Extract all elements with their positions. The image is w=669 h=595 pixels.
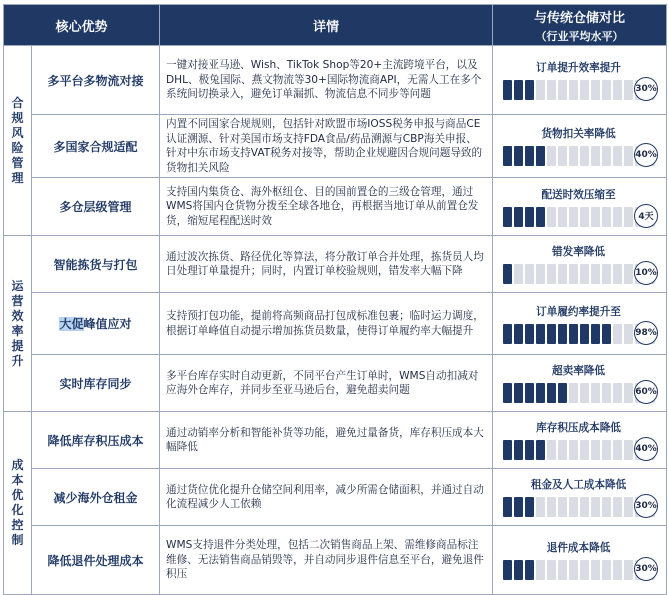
progress-segment	[558, 440, 567, 460]
progress-segment	[613, 207, 622, 227]
progress-segment	[514, 80, 523, 100]
comparison-cell	[493, 412, 667, 469]
progress-segment	[547, 383, 556, 403]
table-row	[4, 115, 667, 178]
progress-segment	[580, 80, 589, 100]
progress-segment	[591, 440, 600, 460]
comparison-cell	[493, 46, 667, 115]
value-badge: 30%	[634, 557, 658, 581]
table-row	[4, 469, 667, 526]
progress-segment	[547, 207, 556, 227]
advantage-detail: WMS支持退件分类处理，包括二次销售商品上架、需维修商品标注维修、无法销售商品销毁等，并自动同步退件信息至平台，避免退件积压	[160, 526, 493, 595]
progress-segment	[514, 440, 523, 460]
value-badge: 10%	[634, 261, 658, 285]
progress-bar	[503, 383, 655, 403]
progress-segment	[624, 207, 633, 227]
progress-segment	[525, 146, 534, 166]
value-badge: 60%	[634, 380, 658, 404]
comparison-cell	[493, 178, 667, 236]
progress-segment	[569, 264, 578, 284]
progress-segment	[547, 440, 556, 460]
progress-segment	[558, 560, 567, 580]
progress-segment	[613, 497, 622, 517]
advantage-detail: 多平台库存实时自动更新，不同平台产生订单时，WMS自动扣减对应海外仓库存，并同步至亚马逊后台，避免超卖问题	[160, 355, 493, 412]
progress-segment	[624, 324, 633, 344]
progress-segment	[602, 324, 611, 344]
progress-segment	[591, 80, 600, 100]
progress-segment	[536, 207, 545, 227]
table-row	[4, 293, 667, 355]
advantage-detail: 内置不同国家合规规则，包括针对欧盟市场IOSS税务申报与商品CE认证溯源、针对美国市场支持FDA食品/药品溯源与CBP海关申报、针对中东市场支持VAT税务对接等，帮助企业规避因合规问题导致的货物扣关风险	[160, 115, 493, 178]
progress-segment	[591, 560, 600, 580]
progress-bar	[503, 207, 655, 227]
progress-segment	[514, 497, 523, 517]
progress-segment	[558, 383, 567, 403]
value-badge: 4天	[634, 204, 658, 228]
progress-segment	[525, 497, 534, 517]
progress-segment	[503, 264, 512, 284]
progress-segment	[569, 80, 578, 100]
value-badge: 30%	[634, 494, 658, 518]
metric-label: 订单履约率提升至	[536, 305, 621, 318]
progress-segment	[503, 324, 512, 344]
value-badge: 40%	[634, 437, 658, 461]
table-header-row	[4, 5, 667, 46]
progress-segment	[569, 146, 578, 166]
progress-segment	[569, 324, 578, 344]
progress-segment	[547, 497, 556, 517]
progress-segment	[602, 264, 611, 284]
progress-segment	[624, 497, 633, 517]
progress-segment	[547, 80, 556, 100]
progress-segment	[547, 264, 556, 284]
progress-segment	[503, 207, 512, 227]
progress-segment	[525, 440, 534, 460]
table-row	[4, 236, 667, 293]
progress-segment	[613, 324, 622, 344]
progress-segment	[569, 383, 578, 403]
header-detail: 详情	[160, 5, 493, 46]
progress-segment	[525, 264, 534, 284]
progress-segment	[591, 497, 600, 517]
progress-segment	[525, 207, 534, 227]
comparison-cell	[493, 469, 667, 526]
advantage-name: 多国家合规适配	[32, 115, 160, 178]
progress-segment	[503, 560, 512, 580]
progress-segment	[602, 383, 611, 403]
progress-segment	[602, 146, 611, 166]
progress-segment	[580, 560, 589, 580]
progress-segment	[558, 146, 567, 166]
progress-segment	[503, 497, 512, 517]
progress-segment	[602, 207, 611, 227]
progress-segment	[514, 264, 523, 284]
advantage-detail: 支持国内集货仓、海外枢纽仓、目的国前置仓的三级仓管理，通过WMS将国内仓货物分拨至全球各地仓，再根据当地订单从前置仓发货，缩短尾程配送时效	[160, 178, 493, 236]
progress-segment	[503, 146, 512, 166]
progress-segment	[580, 324, 589, 344]
progress-segment	[503, 383, 512, 403]
metric-label: 租金及人工成本降低	[530, 479, 627, 491]
progress-segment	[536, 146, 545, 166]
progress-bar	[503, 440, 655, 460]
metric-label: 库存积压成本降低	[536, 422, 621, 434]
table-row	[4, 178, 667, 236]
progress-segment	[525, 383, 534, 403]
header-comparison-title: 与传统仓储对比	[534, 10, 626, 26]
advantage-name: 降低退件处理成本	[32, 526, 160, 595]
metric-label: 退件成本降低	[546, 542, 611, 554]
progress-segment	[503, 80, 512, 100]
progress-segment	[591, 146, 600, 166]
comparison-cell	[493, 115, 667, 178]
progress-segment	[613, 560, 622, 580]
comparison-cell	[493, 526, 667, 595]
progress-segment	[602, 497, 611, 517]
progress-segment	[558, 80, 567, 100]
table-row	[4, 355, 667, 412]
progress-segment	[624, 146, 633, 166]
header-comparison-subtitle: （行业平均水平）	[535, 29, 624, 43]
progress-segment	[602, 80, 611, 100]
progress-segment	[536, 497, 545, 517]
comparison-cell	[493, 293, 667, 355]
advantage-name: 实时库存同步	[32, 355, 160, 412]
metric-label: 货物扣关率降低	[541, 128, 616, 140]
value-badge: 40%	[634, 143, 658, 167]
progress-segment	[591, 207, 600, 227]
advantage-name: 减少海外仓租金	[32, 469, 160, 526]
progress-segment	[580, 383, 589, 403]
progress-segment	[569, 497, 578, 517]
progress-segment	[536, 560, 545, 580]
progress-segment	[602, 440, 611, 460]
progress-segment	[613, 383, 622, 403]
table-row	[4, 526, 667, 595]
progress-segment	[536, 324, 545, 344]
progress-bar	[503, 497, 655, 517]
progress-segment	[536, 383, 545, 403]
progress-segment	[547, 146, 556, 166]
advantage-detail: 通过动销率分析和智能补货等功能，避免过量备货，库存积压成本大幅降低	[160, 412, 493, 469]
metric-label: 超卖率降低	[552, 365, 605, 377]
progress-segment	[591, 264, 600, 284]
progress-segment	[591, 324, 600, 344]
progress-bar	[503, 80, 655, 100]
progress-segment	[514, 146, 523, 166]
advantage-detail: 通过货位优化提升仓储空间利用率，减少所需仓储面积，并通过自动化流程减少人工依赖	[160, 469, 493, 526]
progress-segment	[569, 207, 578, 227]
value-badge: 98%	[634, 321, 658, 345]
table-row	[4, 412, 667, 469]
progress-segment	[624, 383, 633, 403]
progress-segment	[558, 324, 567, 344]
progress-segment	[503, 440, 512, 460]
progress-segment	[547, 324, 556, 344]
progress-segment	[569, 560, 578, 580]
progress-segment	[624, 80, 633, 100]
advantage-name: 多平台多物流对接	[32, 46, 160, 115]
progress-segment	[613, 80, 622, 100]
advantages-table	[3, 4, 667, 595]
progress-segment	[536, 264, 545, 284]
progress-bar	[503, 560, 655, 580]
progress-bar	[503, 324, 655, 344]
progress-segment	[536, 440, 545, 460]
progress-segment	[569, 440, 578, 460]
progress-segment	[580, 264, 589, 284]
table-row	[4, 46, 667, 115]
progress-segment	[514, 207, 523, 227]
progress-segment	[525, 80, 534, 100]
advantage-detail: 通过波次拣货、路径优化等算法，将分散订单合并处理，拣货员人均日处理订单量提升；同时，内置订单校验规则，错发率大幅下降	[160, 236, 493, 293]
progress-bar	[503, 146, 655, 166]
progress-segment	[624, 264, 633, 284]
header-comparison	[493, 5, 667, 46]
progress-segment	[580, 440, 589, 460]
progress-segment	[558, 264, 567, 284]
comparison-cell	[493, 355, 667, 412]
advantage-name: 大促峰值应对	[32, 293, 160, 355]
progress-segment	[558, 497, 567, 517]
table-body	[4, 46, 667, 595]
progress-segment	[525, 560, 534, 580]
progress-segment	[547, 560, 556, 580]
progress-segment	[624, 560, 633, 580]
comparison-table-page	[0, 4, 669, 583]
comparison-cell	[493, 236, 667, 293]
progress-segment	[613, 264, 622, 284]
advantage-detail: 支持预打包功能，提前将高频商品打包成标准包裹；临时运力调度，根据订单峰值自动提示增加拣货员数量，使得订单履约率大幅提升	[160, 293, 493, 355]
group-label: 成 本 优 化 控 制	[4, 412, 32, 595]
progress-segment	[558, 207, 567, 227]
progress-segment	[613, 146, 622, 166]
progress-segment	[580, 207, 589, 227]
metric-label: 错发率降低	[552, 246, 605, 258]
metric-label: 配送时效压缩至	[541, 188, 616, 201]
header-core-advantage: 核心优势	[4, 5, 160, 46]
progress-segment	[536, 80, 545, 100]
progress-segment	[514, 383, 523, 403]
advantage-name: 智能拣货与打包	[32, 236, 160, 293]
value-badge: 30%	[634, 77, 658, 101]
progress-segment	[514, 560, 523, 580]
progress-segment	[591, 383, 600, 403]
progress-segment	[580, 497, 589, 517]
progress-bar	[503, 264, 655, 284]
progress-segment	[525, 324, 534, 344]
progress-segment	[514, 324, 523, 344]
progress-segment	[580, 146, 589, 166]
progress-segment	[613, 440, 622, 460]
group-label: 合 规 风 险 管 理	[4, 46, 32, 236]
progress-segment	[602, 560, 611, 580]
group-label: 运 营 效 率 提 升	[4, 236, 32, 412]
advantage-name: 降低库存积压成本	[32, 412, 160, 469]
progress-segment	[624, 440, 633, 460]
advantage-detail: 一键对接亚马逊、Wish、TikTok Shop等20+主流跨境平台，以及DHL、极兔国际、燕文物流等30+国际物流商API，无需人工在多个系统间切换录入，避免订单漏抓、物流信息不同步等问题	[160, 46, 493, 115]
advantage-name: 多仓层级管理	[32, 178, 160, 236]
metric-label: 订单提升效率提升	[536, 62, 621, 74]
